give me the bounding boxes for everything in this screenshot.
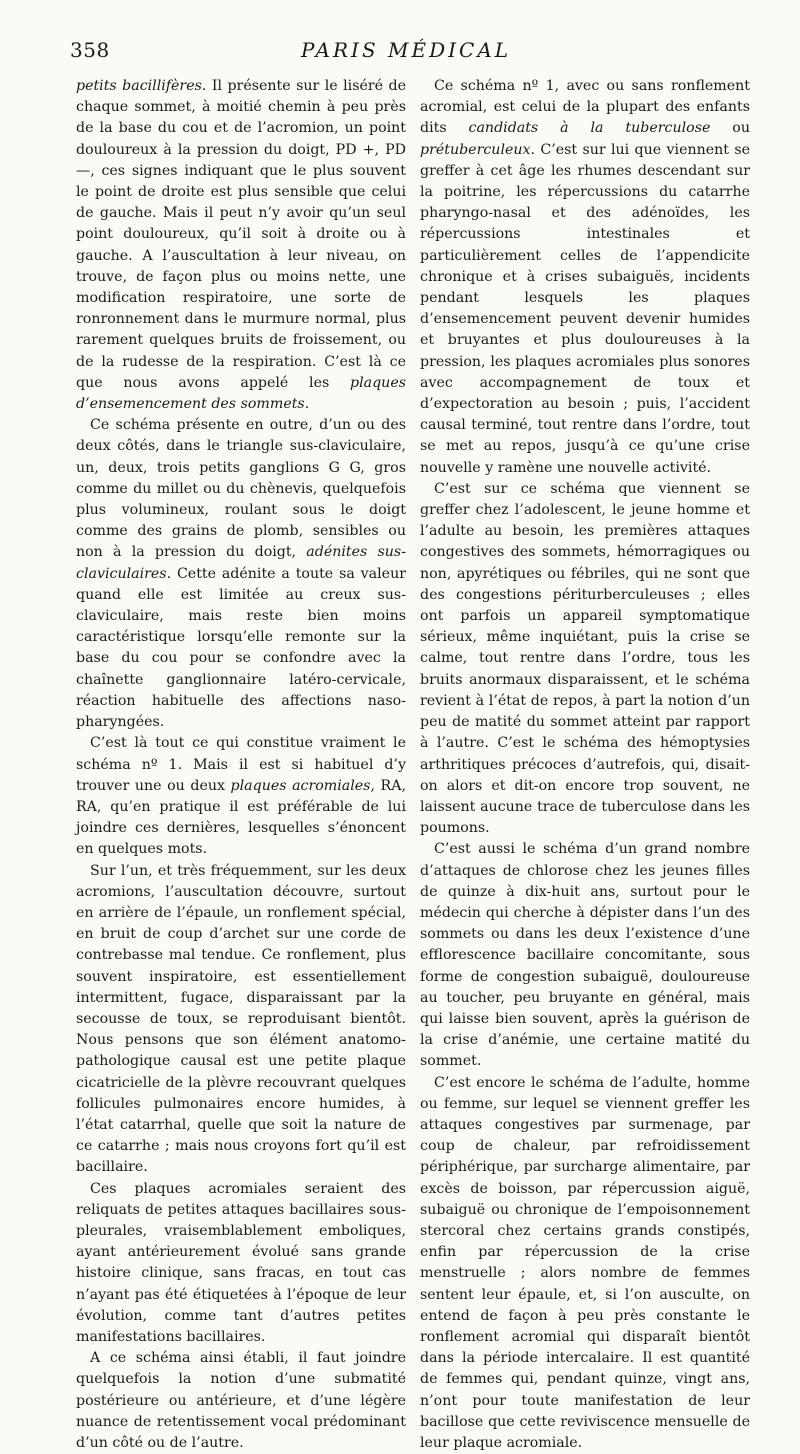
paragraph: [420, 1073, 750, 1454]
text-run: A ce schéma ainsi établi, il faut joindre quelquefois la notion d’une submatité postérieure ou antérieure, et d’une légère nuance de retentissement vocal prédominant d’un côté ou de l’autre.: [76, 1350, 406, 1451]
text-run: . Cette adénite a toute sa valeur quand elle est limitée au creux sus-claviculaire, mais reste bien moins caractéristique lorsqu’elle remonte sur la base du cou pour se confondre avec la chaînette ganglionnaire latéro-cervicale, réaction habituelle des affections naso-pharyngées.: [76, 565, 406, 731]
text-run: ou: [710, 120, 750, 137]
italic-phrase: plaques d’ensemencement des sommets: [76, 374, 406, 413]
right-column: [420, 76, 750, 1454]
paragraph: [420, 76, 750, 479]
left-column: [76, 76, 406, 1454]
text-run: C’est sur ce schéma que viennent se greffer chez l’adolescent, le jeune homme et l’adulte au besoin, les premières attaques congestives des sommets, hémorragiques ou non, apyrétiques ou fébriles, qui ne sont que des congestions périturberculeuses ; elles ont parfois un appareil symptomatique sérieux, même inquiétant, puis la crise se calme, tout rentre dans l’ordre, tous les bruits anormaux disparaissent, et le schéma revient à l’état de repos, à part la notion d’un peu de matité du sommet atteint par rapport à l’autre. C’est le schéma des hémoptysies arthritiques précoces d’autrefois, qui, disait-on alors et dit-on encore trop souvent, ne laissent aucune trace de tuberculose dans les poumons.: [420, 480, 750, 837]
text-run: C’est là tout ce qui constitue vraiment le schéma nº 1. Mais il est si habituel d’y trouver une ou deux: [76, 735, 406, 794]
paragraph: [76, 415, 406, 733]
running-title: PARIS MÉDICAL: [300, 38, 512, 62]
paragraph: [420, 839, 750, 1072]
paragraph: [420, 479, 750, 839]
text-run: Ce schéma présente en outre, d’un ou des deux côtés, dans le triangle sus-claviculaire, un, deux, trois petits ganglions G G, gros comme du millet ou du chènevis, quelquefois plus volumineux, roulant sous le doigt comme des grains de plomb, sensibles ou non à la pression du doigt,: [76, 417, 406, 561]
text-run: . Il présente sur le liséré de chaque sommet, à moitié chemin à peu près de la base du cou et de l’acromion, un point douloureux à la pression du doigt, PD +, PD —, ces signes indiquant que le plus souvent le point de droite est plus sensible que celui de gauche. Mais il peut n’y avoir qu’un seul point douloureux, qu’il soit à droite ou à gauche. A l’auscultation à leur niveau, on trouve, de façon plus ou moins nette, une modification respiratoire, une sorte de ronronnement dans le murmure normal, plus rarement quelques bruits de froissement, ou de la rudesse de la respiration. C’est là ce que nous avons appelé les: [76, 78, 406, 391]
paragraph: [76, 733, 406, 860]
italic-phrase: adénites sus-claviculaires: [76, 544, 406, 582]
italic-phrase: prétuberculeux: [420, 141, 531, 158]
paragraph: [76, 1348, 406, 1454]
text-run: Ce schéma nº 1, avec ou sans ronflement acromial, est celui de la plupart des enfants dits: [420, 78, 750, 137]
text-run: C’est aussi le schéma d’un grand nombre d’attaques de chlorose chez les jeunes filles de quinze à dix-huit ans, surtout pour le médecin qui cherche à dépister dans l’un des sommets ou dans les deux l’existence d’une efflorescence bacillaire concomitante, sous forme de congestion subaiguë, douloureuse au toucher, peu bruyante en général, mais qui laisse bien souvent, après la guérison de la crise d’anémie, une certaine matité du sommet.: [420, 841, 750, 1070]
text-run: Sur l’un, et très fréquemment, sur les deux acromions, l’auscultation découvre, surtout en arrière de l’épaule, un ronflement spécial, en bruit de coup d’archet sur une corde de contrebasse mal tendue. Ce ronflement, plus souvent inspiratoire, est essentiellement intermittent, fugace, disparaissant par la secousse de toux, se reproduisant bientôt. Nous pensons que son élément anatomo-pathologique causal est une petite plaque cicatricielle de la plèvre recouvrant quelques follicules pulmonaires encore humides, à l’état catarrhal, quelle que soit la nature de ce catarrhe ; mais nous croyons fort qu’il est bacillaire.: [76, 862, 406, 1176]
paragraph: [76, 1179, 406, 1349]
page-number: 358: [70, 38, 110, 62]
page-header: [70, 38, 742, 68]
text-run: , RA, RA, qu’en pratique il est préférable de lui joindre ces dernières, lesquelles s’énoncent en quelques mots.: [76, 777, 406, 858]
paragraph: [76, 861, 406, 1179]
text-run: .: [304, 396, 310, 413]
text-run: . C’est sur lui que viennent se greffer à cet âge les rhumes descendant sur la poitrine, les répercussions du catarrhe pharyngo-nasal et des adénoïdes, les répercussions intestinales et particulièrement celles de l’appendicite chronique et à crises subaiguës, incidents pendant lesquels les plaques d’ensemencement peuvent devenir humides et bruyantes et plus douloureuses à la pression, les plaques acromiales plus sonores avec accompagnement de toux et d’expectoration au besoin ; puis, l’accident causal terminé, tout rentre dans l’ordre, tout se met au repos, jusqu’à ce qu’une crise nouvelle y ramène une nouvelle activité.: [420, 141, 750, 476]
text-run: Ces plaques acromiales seraient des reliquats de petites attaques bacillaires sous-pleurales, vraisemblablement emboliques, ayant antérieurement évolué sans grande histoire clinique, sans fracas, en tout cas n’ayant pas été étiquetées à l’époque de leur évolution, comme tant d’autres petites manifestations bacillaires.: [76, 1180, 406, 1345]
italic-phrase: plaques acromiales: [230, 777, 371, 794]
italic-phrase: candidats à la tuberculose: [468, 120, 711, 137]
paragraph: [76, 76, 406, 415]
italic-phrase: petits bacillifères: [76, 78, 202, 94]
text-run: C’est encore le schéma de l’adulte, homme ou femme, sur lequel se viennent greffer les attaques congestives par surmenage, par coup de chaleur, par refroidissement périphérique, par surcharge alimentaire, par excès de boisson, par répercussion aiguë, subaiguë ou chronique de l’empoisonnement stercoral chez certains grands constipés, enfin par répercussion de la crise menstruelle ; alors nombre de femmes sentent leur épaule, et, si l’on ausculte, on entend de façon à peu près constante le ronflement acromial qui disparaît bientôt dans la période intercalaire. Il est quantité de femmes qui, pendant quinze, vingt ans, n’ont pour toute manifestation de leur bacillose que cette reviviscence mensuelle de leur plaque acromiale.: [420, 1074, 750, 1451]
